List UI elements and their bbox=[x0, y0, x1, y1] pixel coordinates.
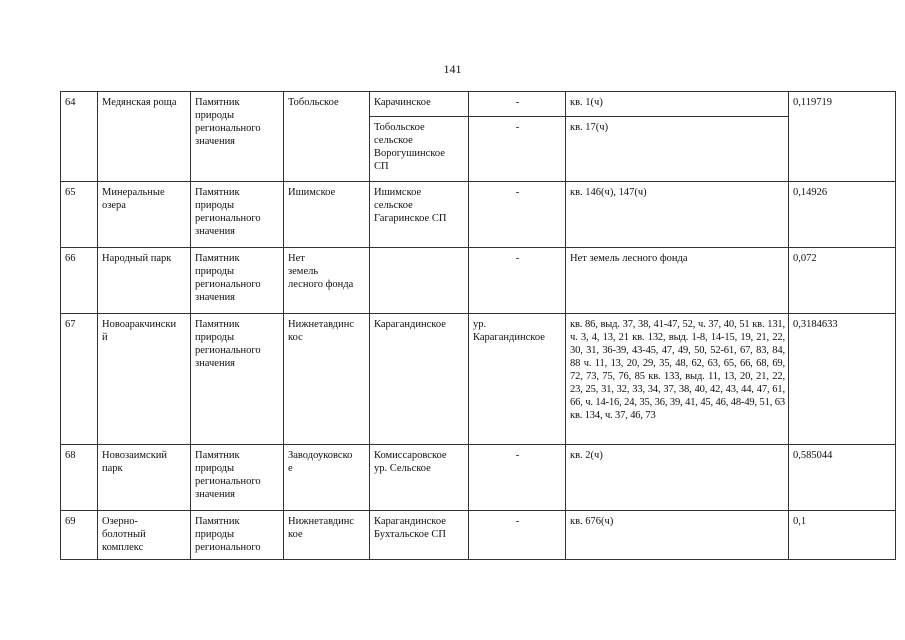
area-cell: 0,1 bbox=[789, 511, 896, 560]
object-category: Памятник природы регионального значения bbox=[191, 248, 284, 314]
district-cell: Комиссаровское ур. Сельское bbox=[370, 445, 469, 511]
forestry-cell: Тобольское bbox=[284, 92, 370, 182]
table-row bbox=[61, 314, 896, 445]
object-name: Медянская роща bbox=[98, 92, 191, 182]
row-number: 67 bbox=[61, 314, 98, 445]
area-cell: 0,14926 bbox=[789, 182, 896, 248]
tract-cell: - bbox=[469, 117, 566, 182]
tract-cell: - bbox=[469, 445, 566, 511]
table-row bbox=[61, 182, 896, 248]
forestry-cell: Нет земель лесного фонда bbox=[284, 248, 370, 314]
tract-cell: - bbox=[469, 92, 566, 117]
tract-cell: - bbox=[469, 182, 566, 248]
object-category: Памятник природы регионального значения bbox=[191, 92, 284, 182]
area-cell: 0,3184633 bbox=[789, 314, 896, 445]
table-row bbox=[61, 511, 896, 560]
table-row bbox=[61, 92, 896, 117]
row-number: 64 bbox=[61, 92, 98, 182]
row-number: 69 bbox=[61, 511, 98, 560]
table-row bbox=[61, 248, 896, 314]
quarters-cell: кв. 676(ч) bbox=[566, 511, 789, 560]
protected-areas-table bbox=[60, 91, 896, 560]
object-category: Памятник природы регионального значения bbox=[191, 182, 284, 248]
object-name: Народный парк bbox=[98, 248, 191, 314]
tract-cell: ур. Карагандинское bbox=[469, 314, 566, 445]
area-cell: 0,072 bbox=[789, 248, 896, 314]
district-cell: Карагандинское Бухтальское СП bbox=[370, 511, 469, 560]
table-row bbox=[61, 445, 896, 511]
quarters-cell: кв. 146(ч), 147(ч) bbox=[566, 182, 789, 248]
object-name: Новозаимский парк bbox=[98, 445, 191, 511]
row-number: 68 bbox=[61, 445, 98, 511]
tract-cell: - bbox=[469, 511, 566, 560]
object-category: Памятник природы регионального bbox=[191, 511, 284, 560]
quarters-cell: кв. 1(ч) bbox=[566, 92, 789, 117]
object-category: Памятник природы регионального значения bbox=[191, 445, 284, 511]
forestry-cell: Ишимское bbox=[284, 182, 370, 248]
row-number: 65 bbox=[61, 182, 98, 248]
district-cell: Тобольское сельское Ворогушинское СП bbox=[370, 117, 469, 182]
object-name: Минеральные озера bbox=[98, 182, 191, 248]
forestry-cell: Нижнетавдинс кое bbox=[284, 511, 370, 560]
area-cell: 0,119719 bbox=[789, 92, 896, 182]
district-cell: Карачинское bbox=[370, 92, 469, 117]
area-cell: 0,585044 bbox=[789, 445, 896, 511]
object-category: Памятник природы регионального значения bbox=[191, 314, 284, 445]
quarters-cell: кв. 86, выд. 37, 38, 41-47, 52, ч. 37, 40, 51 кв. 131, ч. 3, 4, 13, 21 кв. 132, выд. 1-8, 14-15, 19, 21, 22, 30, 31, 36-39, 43-45, 47, 49, 50, 52-61, 67, 83, 84, 88 ч. 11, 13, 20, 29, 35, 48, 62, 63, 65, 66, 68, 69, 72, 73, 75, 76, 85 кв. 133, выд. 11, 13, 20, 21, 22, 23, 25, 31, 32, 33, 34, 37, 38, 40, 42, 43, 44, 47, 61, 66, ч. 14-16, 24, 35, 36, 39, 41, 45, 46, 48-49, 51, 63 кв. 134, ч. 37, 46, 73 bbox=[566, 314, 789, 445]
page-number: 141 bbox=[443, 62, 462, 76]
row-number: 66 bbox=[61, 248, 98, 314]
object-name: Озерно- болотный комплекс bbox=[98, 511, 191, 560]
quarters-cell: Нет земель лесного фонда bbox=[566, 248, 789, 314]
quarters-cell: кв. 17(ч) bbox=[566, 117, 789, 182]
tract-cell: - bbox=[469, 248, 566, 314]
forestry-cell: Нижнетавдинс кос bbox=[284, 314, 370, 445]
object-name: Новоаракчински й bbox=[98, 314, 191, 445]
forestry-cell: Заводоуковско е bbox=[284, 445, 370, 511]
district-cell: Карагандинское bbox=[370, 314, 469, 445]
district-cell bbox=[370, 248, 469, 314]
quarters-cell: кв. 2(ч) bbox=[566, 445, 789, 511]
district-cell: Ишимское сельское Гагаринское СП bbox=[370, 182, 469, 248]
